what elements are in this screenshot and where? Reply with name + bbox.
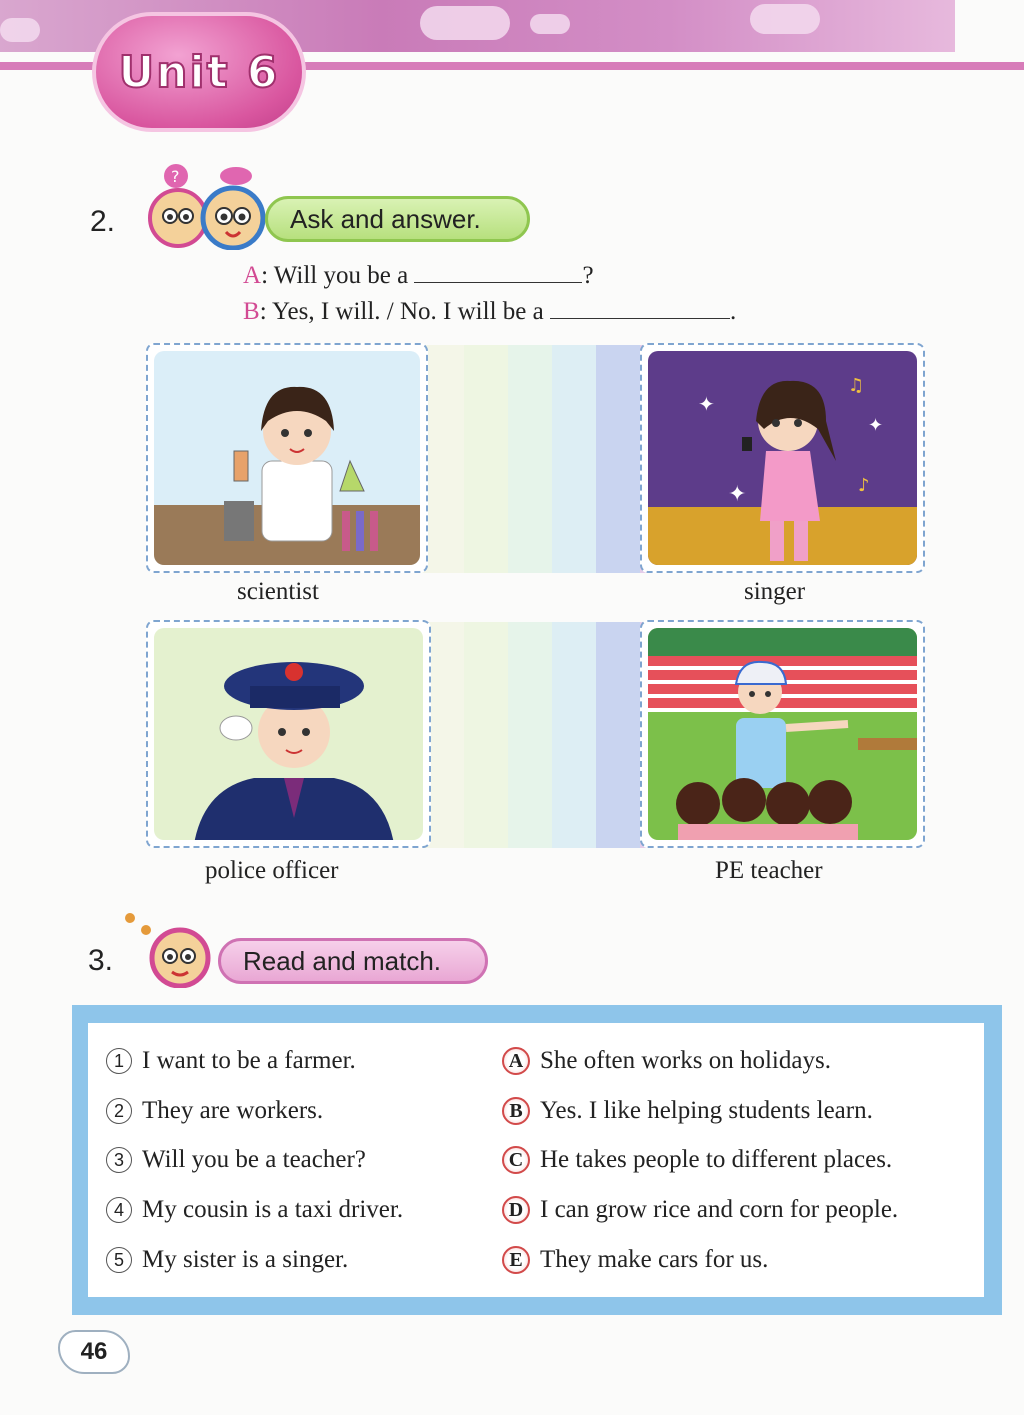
svg-text:✦: ✦ [728,482,747,507]
match-left-item [106,1146,366,1174]
svg-text:✦: ✦ [698,392,715,416]
scientist-picture [146,343,428,573]
match-right-item [502,1097,873,1125]
match-right-item [502,1146,892,1174]
svg-text:♫: ♫ [848,375,865,396]
match-left-text: Will you be a teacher? [142,1146,366,1173]
match-left-text: I want to be a farmer. [142,1047,356,1074]
section-3-number: 3. [88,944,114,977]
match-right-text: They make cars for us. [540,1246,769,1273]
cloud-decoration [530,14,570,34]
match-right-text: He takes people to different places. [540,1146,893,1173]
match-right-text: She often works on holidays. [540,1047,831,1074]
match-left-item [106,1196,403,1224]
match-left-item [106,1047,356,1075]
cloud-decoration [420,6,510,40]
match-left-text: My sister is a singer. [142,1246,349,1273]
number-marker: 5 [106,1247,132,1273]
match-left-text: They are workers. [142,1097,324,1124]
dialog-b-text: : Yes, I will. / No. I will be a [259,298,544,325]
dialog-line-b [243,298,736,326]
answer-blank [414,262,582,283]
pe-teacher-illustration [648,628,917,840]
number-marker: 4 [106,1197,132,1223]
section-2-number: 2. [90,205,116,238]
speaker-a-label: A [243,262,262,289]
pe-teacher-picture [640,620,925,848]
match-left-item [106,1097,323,1125]
unit-title: Unit 6 [118,46,280,98]
letter-marker: B [502,1097,530,1125]
dialog-line-a [243,262,594,290]
letter-marker: D [502,1196,530,1224]
picture-caption: PE teacher [715,857,823,884]
section-3-title: Read and match. [218,938,488,984]
picture-caption: singer [744,578,806,605]
unit-badge [92,12,306,132]
number-marker: 2 [106,1098,132,1124]
cloud-decoration [0,18,40,42]
mascot-icon [120,908,230,988]
letter-marker: A [502,1047,530,1075]
mascot-icon [128,160,288,250]
svg-text:✦: ✦ [868,415,884,436]
match-right-text: Yes. I like helping students learn. [540,1097,873,1124]
answer-blank [550,298,730,319]
letter-marker: C [502,1146,530,1174]
picture-caption: police officer [205,857,339,884]
number-marker: 3 [106,1147,132,1173]
match-left-text: My cousin is a taxi driver. [142,1196,404,1223]
number-marker: 1 [106,1048,132,1074]
match-right-item [502,1047,831,1075]
dialog-a-end: ? [582,262,594,289]
match-right-item [502,1196,898,1224]
speaker-b-label: B [243,298,260,325]
section-2-title: Ask and answer. [265,196,530,242]
police-officer-illustration [154,628,423,840]
picture-caption: scientist [237,578,319,605]
match-right-text: I can grow rice and corn for people. [540,1196,899,1223]
dialog-b-end: . [729,298,737,325]
singer-illustration [648,351,917,565]
page-number: 46 [58,1330,130,1374]
match-left-item [106,1246,348,1274]
cloud-decoration [750,4,820,34]
svg-text:?: ? [171,167,180,186]
svg-text:♪: ♪ [858,475,870,496]
singer-picture [640,343,925,573]
police-officer-picture [146,620,431,848]
scientist-illustration [154,351,420,565]
match-right-item [502,1246,768,1274]
dialog-a-text: : Will you be a [261,262,409,289]
letter-marker: E [502,1246,530,1274]
